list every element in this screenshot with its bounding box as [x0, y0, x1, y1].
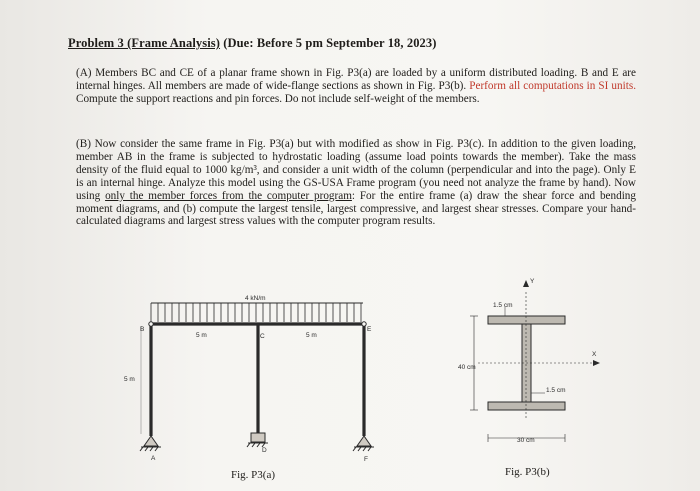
span-left-label: 5 m: [196, 332, 207, 339]
load-label: 4 kN/m: [245, 295, 266, 302]
problem-title-main: Problem 3 (Frame Analysis): [68, 36, 221, 50]
node-d-label: D: [262, 447, 267, 454]
node-a-label: A: [151, 455, 156, 462]
support-a: [140, 436, 161, 451]
y-axis-label: Y: [530, 278, 535, 285]
width-label: 30 cm: [517, 437, 535, 444]
flange-thickness-label: 1.5 cm: [493, 302, 513, 309]
load-arrows: [151, 303, 361, 322]
node-c-label: C: [260, 333, 265, 340]
support-f: [353, 436, 374, 451]
bottom-flange: [488, 402, 565, 410]
top-flange: [488, 316, 565, 324]
node-b-label: B: [140, 326, 145, 333]
hinge-e: [362, 322, 366, 326]
y-axis-arrow: [523, 280, 529, 287]
part-b-paragraph: (B) Now consider the same frame in Fig. P3(a) but with modified as show in Fig. P3(c). In addition to the given loading, member AB in the frame is subjected to hydrostatic loading (assume load points towards the member). Take the mass density of the fluid equal to 1000 kg/m³, and consider a unit width of the column (perpendicular and into the page). Only E is an internal hinge. Analyze this model using the GS-USA Frame program (you need not analyze the frame by hand). Now using only the member forces from the computer program: For the entire frame (a) draw the shear force and bending moment diagrams, and (b) compute the largest tensile, largest compressive, and largest shear stresses. Compare your hand-calculated diagrams and largest stress values with the computer program results.: [76, 138, 636, 228]
web-thickness-label: 1.5 cm: [546, 387, 566, 394]
figure-b-caption: Fig. P3(b): [505, 466, 550, 478]
node-f-label: F: [364, 456, 368, 463]
wide-flange-section: [470, 280, 600, 442]
support-d: [247, 433, 268, 447]
x-axis-arrow: [593, 360, 600, 366]
height-label: 5 m: [124, 376, 135, 383]
span-right-label: 5 m: [306, 332, 317, 339]
problem-title-due: (Due: Before 5 pm September 18, 2023): [220, 36, 437, 50]
figure-a-caption: Fig. P3(a): [231, 469, 275, 481]
si-units-note: Perform all computations in SI units.: [469, 79, 636, 92]
part-a-paragraph: (A) Members BC and CE of a planar frame shown in Fig. P3(a) are loaded by a uniform distributed loading. B and E are internal hinges. All members are made of wide-flange sections as shown in Fig. P3(b). Perform all computations in SI units. Compute the support reactions and pin forces. Do not include self-weight of the members.: [76, 67, 636, 105]
depth-label: 40 cm: [458, 364, 476, 371]
node-e-label: E: [367, 326, 372, 333]
x-axis-label: X: [592, 351, 597, 358]
computer-program-note: only the member forces from the computer program: [105, 189, 352, 202]
hinge-b: [149, 322, 153, 326]
